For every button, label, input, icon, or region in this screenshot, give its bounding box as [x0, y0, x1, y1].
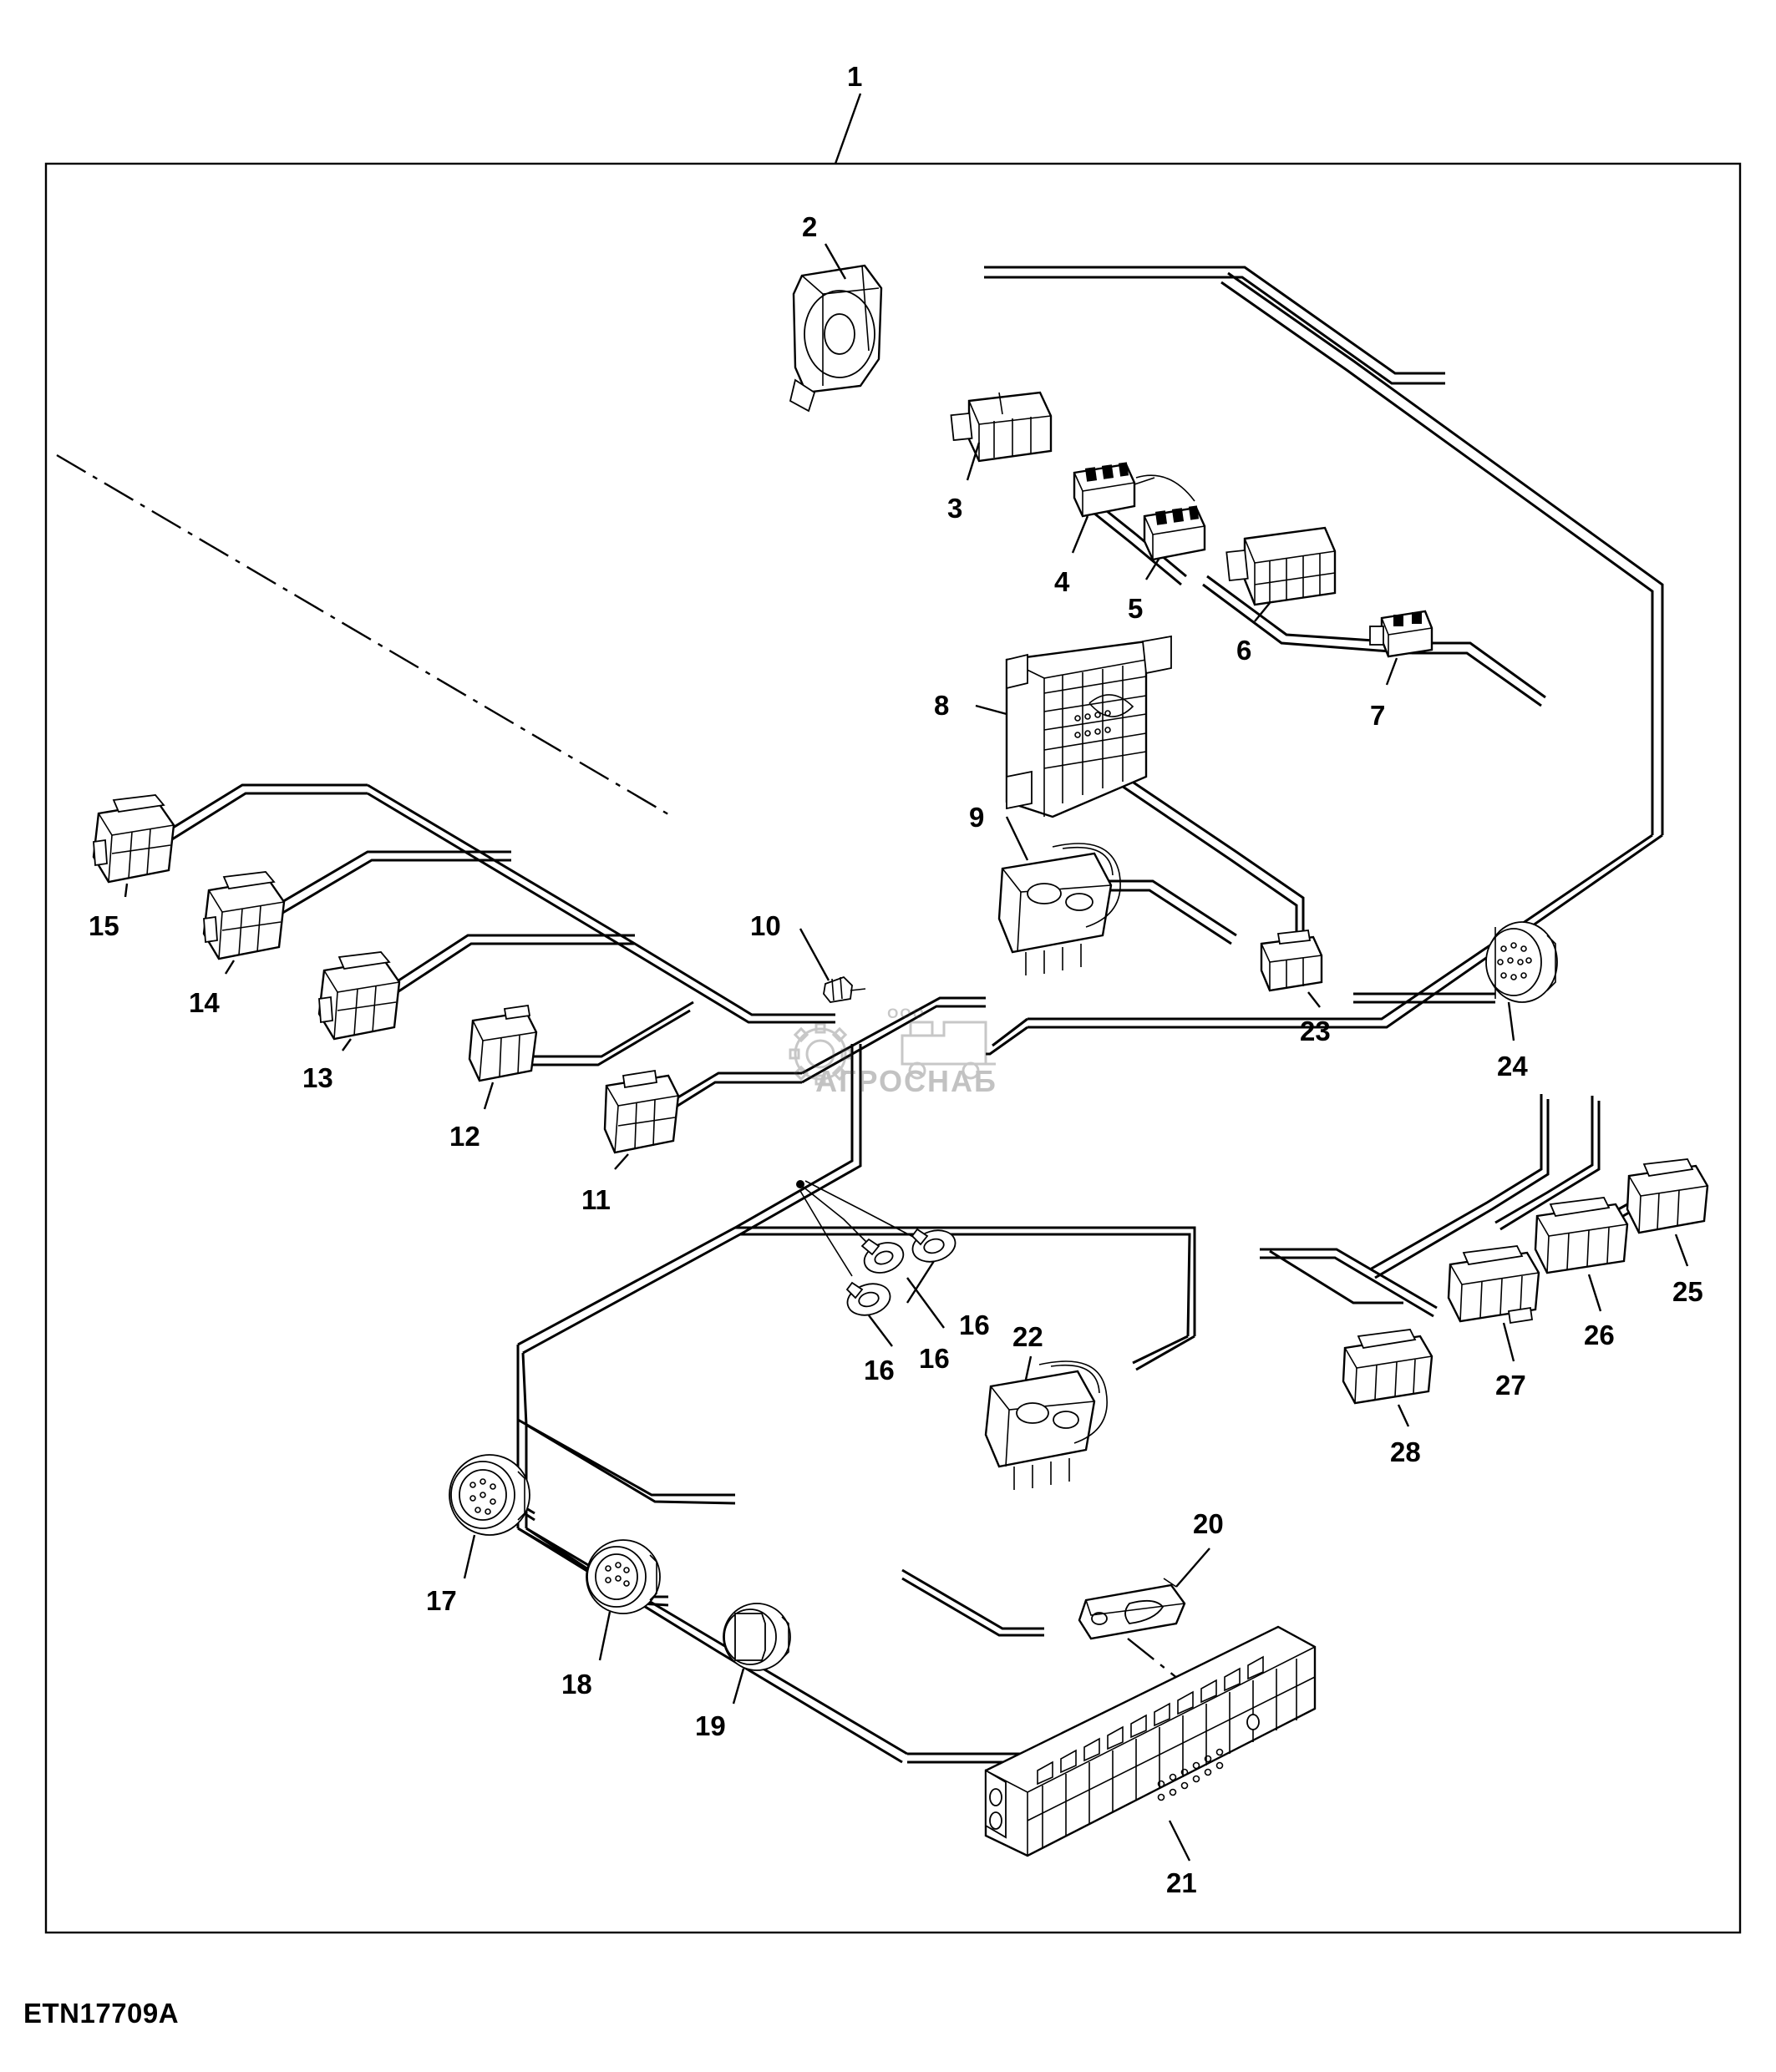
- callout-6: 6: [1236, 635, 1252, 666]
- callout-9: 9: [969, 802, 985, 833]
- callout-1: 1: [847, 61, 863, 92]
- callout-13: 13: [302, 1062, 333, 1093]
- callout-12: 12: [449, 1121, 480, 1152]
- callout-16-b: 16: [919, 1343, 950, 1374]
- callout-4: 4: [1054, 566, 1070, 597]
- callout-25: 25: [1672, 1276, 1703, 1307]
- callout-7: 7: [1370, 700, 1386, 731]
- callout-3: 3: [947, 493, 963, 524]
- diagram-frame: [46, 94, 1740, 1933]
- callout-23: 23: [1300, 1016, 1331, 1046]
- callout-28: 28: [1390, 1436, 1421, 1467]
- callout-8: 8: [934, 690, 950, 721]
- callout-22: 22: [1012, 1321, 1043, 1352]
- callout-16-a: 16: [959, 1310, 990, 1340]
- callout-24: 24: [1497, 1051, 1528, 1082]
- callout-27: 27: [1495, 1370, 1526, 1401]
- callout-19: 19: [695, 1710, 726, 1741]
- callout-21: 21: [1166, 1867, 1197, 1898]
- watermark-main-text: АГРОСНАБ: [815, 1064, 997, 1098]
- callout-5: 5: [1128, 593, 1144, 624]
- component-18-circular-connector: [586, 1540, 660, 1614]
- callout-18: 18: [561, 1669, 592, 1700]
- component-24-round-connector: [1486, 922, 1557, 1002]
- component-17-circular-connector: [449, 1455, 530, 1535]
- callout-17: 17: [426, 1585, 457, 1616]
- callout-11: 11: [581, 1184, 611, 1215]
- watermark-top-text: ООО: [887, 1006, 926, 1021]
- callout-14: 14: [189, 987, 220, 1018]
- drawing-number: ETN17709A: [23, 1998, 180, 2029]
- callout-20: 20: [1193, 1508, 1224, 1539]
- callout-16-c: 16: [864, 1355, 895, 1386]
- callout-26: 26: [1584, 1320, 1615, 1350]
- callout-10: 10: [750, 910, 781, 941]
- callout-2: 2: [802, 211, 818, 242]
- component-19-circular-connector: [723, 1603, 790, 1670]
- callout-15: 15: [89, 910, 119, 941]
